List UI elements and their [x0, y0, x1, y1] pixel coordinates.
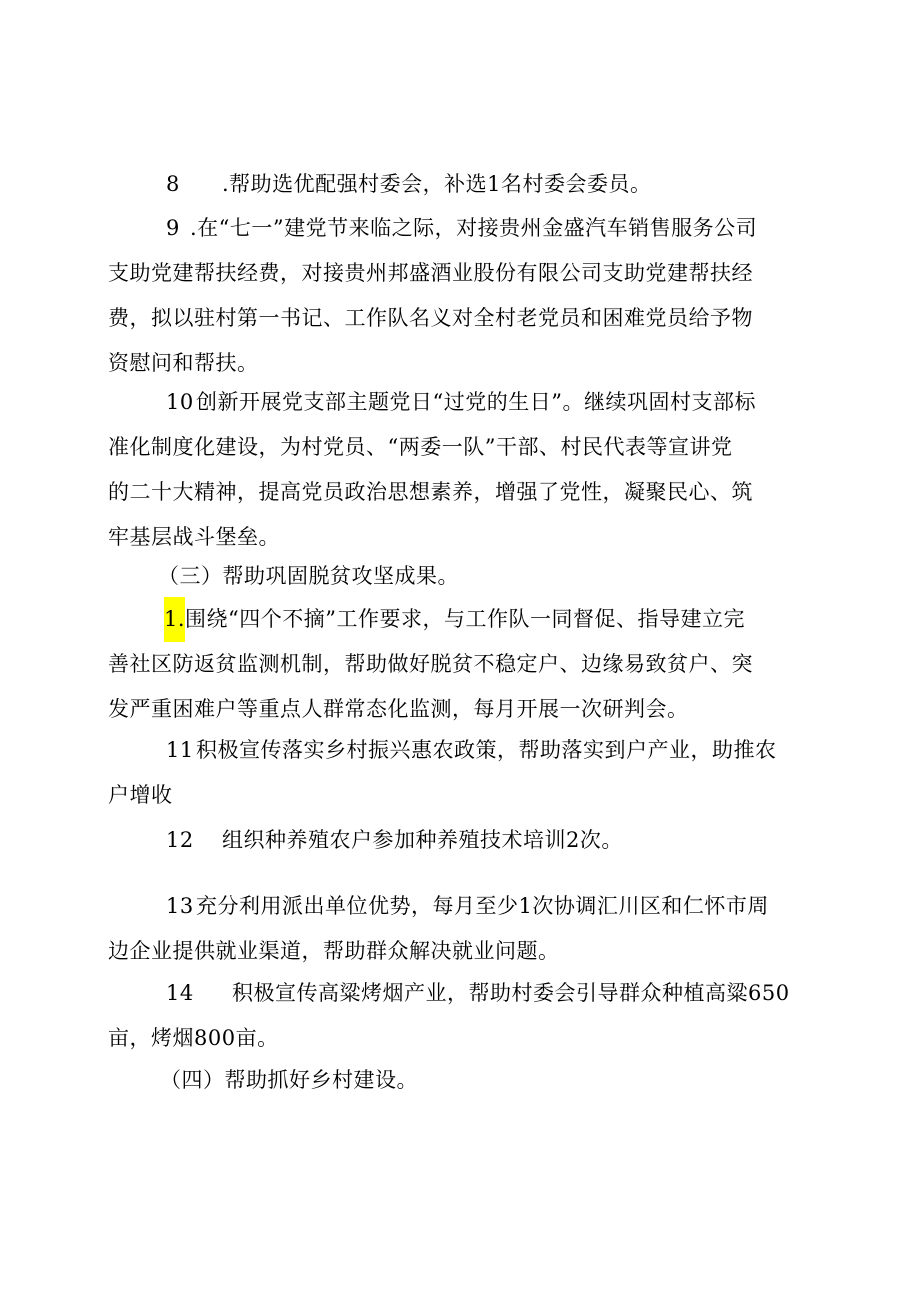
- paragraph-line: [108, 728, 820, 773]
- paragraph-item-1: [108, 597, 820, 732]
- paragraph-line: 费，拟以驻村第一书记、工作队名义对全村老党员和困难党员给予物: [108, 306, 753, 330]
- item-number-highlighted: 1.: [164, 597, 185, 642]
- paragraph-line: 边企业提供就业渠道，帮助群众解决就业问题。: [108, 939, 560, 963]
- section-heading-text: （四）帮助抓好乡村建设。: [160, 1068, 418, 1092]
- paragraph-line: [108, 162, 820, 207]
- paragraph-line: 亩，烤烟800亩。: [108, 1026, 279, 1050]
- section-heading-3: [108, 554, 820, 599]
- paragraph-line: 牢基层战斗堡垒。: [108, 525, 280, 549]
- paragraph-item-8: [108, 162, 820, 207]
- paragraph-item-14: [108, 971, 820, 1061]
- item-number: 9: [166, 216, 180, 240]
- paragraph-line: 发严重困难户等重点人群常态化监测，每月开展一次研判会。: [108, 697, 689, 721]
- paragraph-item-9: [108, 206, 820, 386]
- paragraph-item-12: [108, 818, 820, 863]
- item-number: 14: [166, 981, 194, 1005]
- paragraph-text: 组织种养殖农户参加种养殖技术培训2次。: [222, 828, 623, 852]
- item-number: 10: [166, 390, 194, 414]
- paragraph-text: .帮助选优配强村委会，补选1名村委会委员。: [222, 172, 652, 196]
- paragraph-line: [108, 971, 820, 1016]
- paragraph-line: 户增收: [108, 783, 173, 807]
- paragraph-text: 充分利用派出单位优势，每月至少1次协调汇川区和仁怀市周: [196, 894, 769, 918]
- paragraph-line: [108, 380, 820, 425]
- paragraph-line: [108, 818, 820, 863]
- paragraph-text: 创新开展党支部主题党日“过党的生日”。继续巩固村支部标: [196, 390, 756, 414]
- paragraph-text: 积极宣传落实乡村振兴惠农政策，帮助落实到户产业，助推农: [196, 738, 777, 762]
- item-number: 8: [166, 172, 180, 196]
- paragraph-line: [108, 884, 820, 929]
- item-number: 12: [166, 828, 194, 852]
- paragraph-text: 围绕“四个不摘”工作要求，与工作队一同督促、指导建立完: [185, 607, 746, 631]
- paragraph-line: [108, 597, 820, 642]
- paragraph-line: 的二十大精神，提高党员政治思想素养，增强了党性，凝聚民心、筑: [108, 480, 753, 504]
- paragraph-item-13: [108, 884, 820, 974]
- paragraph-line: [108, 206, 820, 251]
- paragraph-line: 支助党建帮扶经费，对接贵州邦盛酒业股份有限公司支助党建帮扶经: [108, 261, 753, 285]
- paragraph-item-10: [108, 380, 820, 560]
- section-heading-4: [108, 1058, 820, 1103]
- paragraph-item-11: [108, 728, 820, 818]
- paragraph-line: 准化制度化建设，为村党员、“两委一队”干部、村民代表等宣讲党: [108, 435, 733, 459]
- paragraph-line: 资慰问和帮扶。: [108, 351, 259, 375]
- paragraph-text: .在“七一”建党节来临之际，对接贵州金盛汽车销售服务公司: [190, 216, 758, 240]
- paragraph-line: 善社区防返贫监测机制，帮助做好脱贫不稳定户、边缘易致贫户、突: [108, 652, 753, 676]
- item-number: 13: [166, 894, 194, 918]
- section-heading-text: （三）帮助巩固脱贫攻坚成果。: [158, 564, 459, 588]
- paragraph-text: 积极宣传高粱烤烟产业，帮助村委会引导群众种植高粱650: [232, 981, 790, 1005]
- item-number: 11: [166, 738, 194, 762]
